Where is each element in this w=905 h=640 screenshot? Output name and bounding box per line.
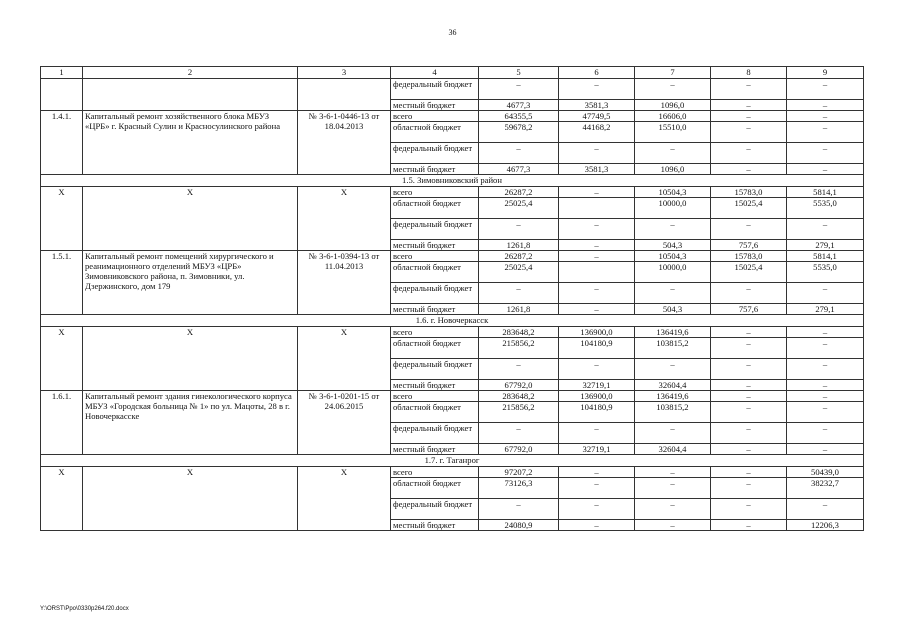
budget-type: федеральный бюджет xyxy=(391,499,479,520)
item-name: Капитальный ремонт хозяйственного блока МБУЗ «ЦРБ» г. Красный Сулин и Красносулинского района xyxy=(83,111,298,175)
value-cell: 279,1 xyxy=(787,304,864,315)
value-cell xyxy=(559,198,635,219)
value-cell: 104180,9 xyxy=(559,402,635,423)
value-cell: – xyxy=(787,327,864,338)
budget-type: федеральный бюджет xyxy=(391,143,479,164)
budget-table xyxy=(40,66,864,531)
value-cell: – xyxy=(711,338,787,359)
value-cell: – xyxy=(635,359,711,380)
value-cell: 73126,3 xyxy=(479,478,559,499)
value-cell: 12206,3 xyxy=(787,520,864,531)
section-header xyxy=(41,315,864,327)
budget-type: всего xyxy=(391,187,479,198)
section-title: 1.6. г. Новочеркасск xyxy=(41,315,864,327)
budget-type: всего xyxy=(391,111,479,122)
x-marker-doc: Х xyxy=(298,327,391,391)
empty-cell xyxy=(83,79,298,111)
value-cell: 47749,5 xyxy=(559,111,635,122)
value-cell: – xyxy=(635,143,711,164)
table-row xyxy=(41,467,864,478)
value-cell: – xyxy=(479,143,559,164)
value-cell: 136419,6 xyxy=(635,327,711,338)
value-cell: 1096,0 xyxy=(635,100,711,111)
value-cell: – xyxy=(787,444,864,455)
budget-type: областной бюджет xyxy=(391,338,479,359)
item-name: Капитальный ремонт помещений хирургического и реанимационного отделений МБУЗ «ЦРБ» Зимовниковского района, п. Зимовники, ул. Дзержинского, дом 179 xyxy=(83,251,298,315)
value-cell: – xyxy=(787,122,864,143)
value-cell: – xyxy=(787,359,864,380)
value-cell: – xyxy=(559,304,635,315)
value-cell: 32604,4 xyxy=(635,444,711,455)
value-cell: 59678,2 xyxy=(479,122,559,143)
value-cell: 4677,3 xyxy=(479,100,559,111)
table-row xyxy=(41,79,864,100)
value-cell: – xyxy=(479,79,559,100)
budget-type: местный бюджет xyxy=(391,444,479,455)
value-cell: – xyxy=(479,499,559,520)
value-cell: – xyxy=(559,359,635,380)
value-cell: 4677,3 xyxy=(479,164,559,175)
value-cell: – xyxy=(711,478,787,499)
value-cell: – xyxy=(711,122,787,143)
value-cell: 38232,7 xyxy=(787,478,864,499)
value-cell: – xyxy=(635,79,711,100)
budget-type: местный бюджет xyxy=(391,100,479,111)
value-cell: – xyxy=(711,359,787,380)
value-cell: – xyxy=(787,338,864,359)
value-cell: – xyxy=(787,79,864,100)
value-cell: 5814,1 xyxy=(787,251,864,262)
value-cell: – xyxy=(711,444,787,455)
value-cell: – xyxy=(787,402,864,423)
value-cell: – xyxy=(787,499,864,520)
value-cell: – xyxy=(711,402,787,423)
file-path: Y:\ORST\Ppo\0330p264.f20.docx xyxy=(40,606,129,612)
value-cell: 67792,0 xyxy=(479,444,559,455)
column-number: 4 xyxy=(391,67,479,79)
x-marker-name: Х xyxy=(83,467,298,531)
value-cell: – xyxy=(479,423,559,444)
value-cell: 103815,2 xyxy=(635,402,711,423)
budget-type: областной бюджет xyxy=(391,262,479,283)
value-cell: 15510,0 xyxy=(635,122,711,143)
value-cell: – xyxy=(711,164,787,175)
value-cell: 24080,9 xyxy=(479,520,559,531)
value-cell: 26287,2 xyxy=(479,187,559,198)
value-cell: – xyxy=(787,283,864,304)
value-cell: – xyxy=(787,100,864,111)
value-cell: – xyxy=(635,520,711,531)
value-cell: – xyxy=(559,79,635,100)
value-cell: 3581,3 xyxy=(559,100,635,111)
x-marker-num: Х xyxy=(41,467,83,531)
value-cell: – xyxy=(711,380,787,391)
document-number: № 3-6-1-0446-13 от 18.04.2013 xyxy=(298,111,391,175)
column-number: 8 xyxy=(711,67,787,79)
budget-type: областной бюджет xyxy=(391,402,479,423)
column-number: 2 xyxy=(83,67,298,79)
table-row xyxy=(41,111,864,122)
budget-type: всего xyxy=(391,467,479,478)
value-cell: – xyxy=(635,499,711,520)
column-number: 7 xyxy=(635,67,711,79)
table-row xyxy=(41,391,864,402)
value-cell: 1261,8 xyxy=(479,304,559,315)
value-cell: 283648,2 xyxy=(479,327,559,338)
value-cell: 215856,2 xyxy=(479,402,559,423)
x-marker-name: Х xyxy=(83,187,298,251)
budget-type: федеральный бюджет xyxy=(391,359,479,380)
budget-type: местный бюджет xyxy=(391,520,479,531)
budget-type: местный бюджет xyxy=(391,240,479,251)
value-cell: – xyxy=(559,478,635,499)
document-number: № 3-6-1-0201-15 от 24.06.2015 xyxy=(298,391,391,455)
value-cell: 3581,3 xyxy=(559,164,635,175)
value-cell: – xyxy=(711,467,787,478)
value-cell: – xyxy=(787,164,864,175)
value-cell: 15783,0 xyxy=(711,251,787,262)
budget-type: всего xyxy=(391,391,479,402)
budget-type: федеральный бюджет xyxy=(391,283,479,304)
value-cell: – xyxy=(711,423,787,444)
value-cell: – xyxy=(711,391,787,402)
value-cell: – xyxy=(559,219,635,240)
value-cell: 97207,2 xyxy=(479,467,559,478)
value-cell: – xyxy=(559,499,635,520)
value-cell: – xyxy=(635,219,711,240)
empty-cell xyxy=(298,79,391,111)
value-cell: 757,6 xyxy=(711,240,787,251)
value-cell: 1261,8 xyxy=(479,240,559,251)
budget-type: местный бюджет xyxy=(391,304,479,315)
value-cell: 5535,0 xyxy=(787,198,864,219)
item-number: 1.5.1. xyxy=(41,251,83,315)
item-number: 1.4.1. xyxy=(41,111,83,175)
value-cell: – xyxy=(711,143,787,164)
value-cell: 26287,2 xyxy=(479,251,559,262)
value-cell: 5814,1 xyxy=(787,187,864,198)
x-marker-num: Х xyxy=(41,187,83,251)
value-cell: 44168,2 xyxy=(559,122,635,143)
value-cell: 25025,4 xyxy=(479,262,559,283)
value-cell: – xyxy=(635,478,711,499)
value-cell: 103815,2 xyxy=(635,338,711,359)
value-cell: 50439,0 xyxy=(787,467,864,478)
value-cell: 136900,0 xyxy=(559,327,635,338)
value-cell: – xyxy=(787,143,864,164)
x-marker-doc: Х xyxy=(298,187,391,251)
value-cell: 5535,0 xyxy=(787,262,864,283)
value-cell: – xyxy=(559,520,635,531)
value-cell: – xyxy=(635,283,711,304)
value-cell: 215856,2 xyxy=(479,338,559,359)
value-cell: – xyxy=(479,219,559,240)
value-cell: 757,6 xyxy=(711,304,787,315)
value-cell xyxy=(559,262,635,283)
value-cell: – xyxy=(711,283,787,304)
value-cell: 104180,9 xyxy=(559,338,635,359)
value-cell: – xyxy=(787,423,864,444)
value-cell: – xyxy=(559,187,635,198)
value-cell: – xyxy=(711,327,787,338)
value-cell: 32604,4 xyxy=(635,380,711,391)
value-cell: – xyxy=(711,79,787,100)
section-header xyxy=(41,175,864,187)
section-title: 1.5. Зимовниковский район xyxy=(41,175,864,187)
value-cell: 10504,3 xyxy=(635,251,711,262)
value-cell: – xyxy=(711,520,787,531)
table-row xyxy=(41,327,864,338)
column-number: 6 xyxy=(559,67,635,79)
value-cell: 67792,0 xyxy=(479,380,559,391)
budget-type: областной бюджет xyxy=(391,122,479,143)
x-marker-name: Х xyxy=(83,327,298,391)
column-number: 5 xyxy=(479,67,559,79)
value-cell: – xyxy=(559,467,635,478)
value-cell: 25025,4 xyxy=(479,198,559,219)
table-row xyxy=(41,251,864,262)
value-cell: – xyxy=(711,499,787,520)
value-cell: 1096,0 xyxy=(635,164,711,175)
value-cell: 279,1 xyxy=(787,240,864,251)
x-marker-num: Х xyxy=(41,327,83,391)
value-cell: 15025,4 xyxy=(711,198,787,219)
value-cell: – xyxy=(787,219,864,240)
value-cell: – xyxy=(559,240,635,251)
value-cell: – xyxy=(479,359,559,380)
value-cell: – xyxy=(711,100,787,111)
column-number-header xyxy=(41,67,864,79)
column-number: 1 xyxy=(41,67,83,79)
budget-type: всего xyxy=(391,327,479,338)
item-number: 1.6.1. xyxy=(41,391,83,455)
budget-type: местный бюджет xyxy=(391,164,479,175)
value-cell: 10000,0 xyxy=(635,198,711,219)
value-cell: – xyxy=(559,251,635,262)
value-cell: 283648,2 xyxy=(479,391,559,402)
budget-type: областной бюджет xyxy=(391,198,479,219)
budget-type: федеральный бюджет xyxy=(391,423,479,444)
value-cell: – xyxy=(787,380,864,391)
budget-type: местный бюджет xyxy=(391,380,479,391)
budget-type: областной бюджет xyxy=(391,478,479,499)
value-cell: – xyxy=(559,143,635,164)
table-row xyxy=(41,187,864,198)
value-cell: 136419,6 xyxy=(635,391,711,402)
section-title: 1.7. г. Таганрог xyxy=(41,455,864,467)
value-cell: 64355,5 xyxy=(479,111,559,122)
value-cell: 136900,0 xyxy=(559,391,635,402)
value-cell: – xyxy=(711,219,787,240)
column-number: 3 xyxy=(298,67,391,79)
value-cell: – xyxy=(711,111,787,122)
value-cell: 504,3 xyxy=(635,240,711,251)
empty-cell xyxy=(41,79,83,111)
value-cell: – xyxy=(559,423,635,444)
section-header xyxy=(41,455,864,467)
document-number: № 3-6-1-0394-13 от 11.04.2013 xyxy=(298,251,391,315)
value-cell: – xyxy=(787,111,864,122)
page-number: 36 xyxy=(448,28,457,37)
column-number: 9 xyxy=(787,67,864,79)
value-cell: – xyxy=(635,467,711,478)
value-cell: – xyxy=(787,391,864,402)
value-cell: 10504,3 xyxy=(635,187,711,198)
budget-type: федеральный бюджет xyxy=(391,79,479,100)
value-cell: 10000,0 xyxy=(635,262,711,283)
value-cell: 32719,1 xyxy=(559,380,635,391)
value-cell: 504,3 xyxy=(635,304,711,315)
value-cell: 15025,4 xyxy=(711,262,787,283)
budget-type: всего xyxy=(391,251,479,262)
budget-type: федеральный бюджет xyxy=(391,219,479,240)
value-cell: – xyxy=(559,283,635,304)
item-name: Капитальный ремонт здания гинекологического корпуса МБУЗ «Городская больница № 1» по ул. Мацоты, 28 в г. Новочеркасске xyxy=(83,391,298,455)
value-cell: – xyxy=(635,423,711,444)
value-cell: 32719,1 xyxy=(559,444,635,455)
value-cell: – xyxy=(479,283,559,304)
x-marker-doc: Х xyxy=(298,467,391,531)
value-cell: 16606,0 xyxy=(635,111,711,122)
value-cell: 15783,0 xyxy=(711,187,787,198)
